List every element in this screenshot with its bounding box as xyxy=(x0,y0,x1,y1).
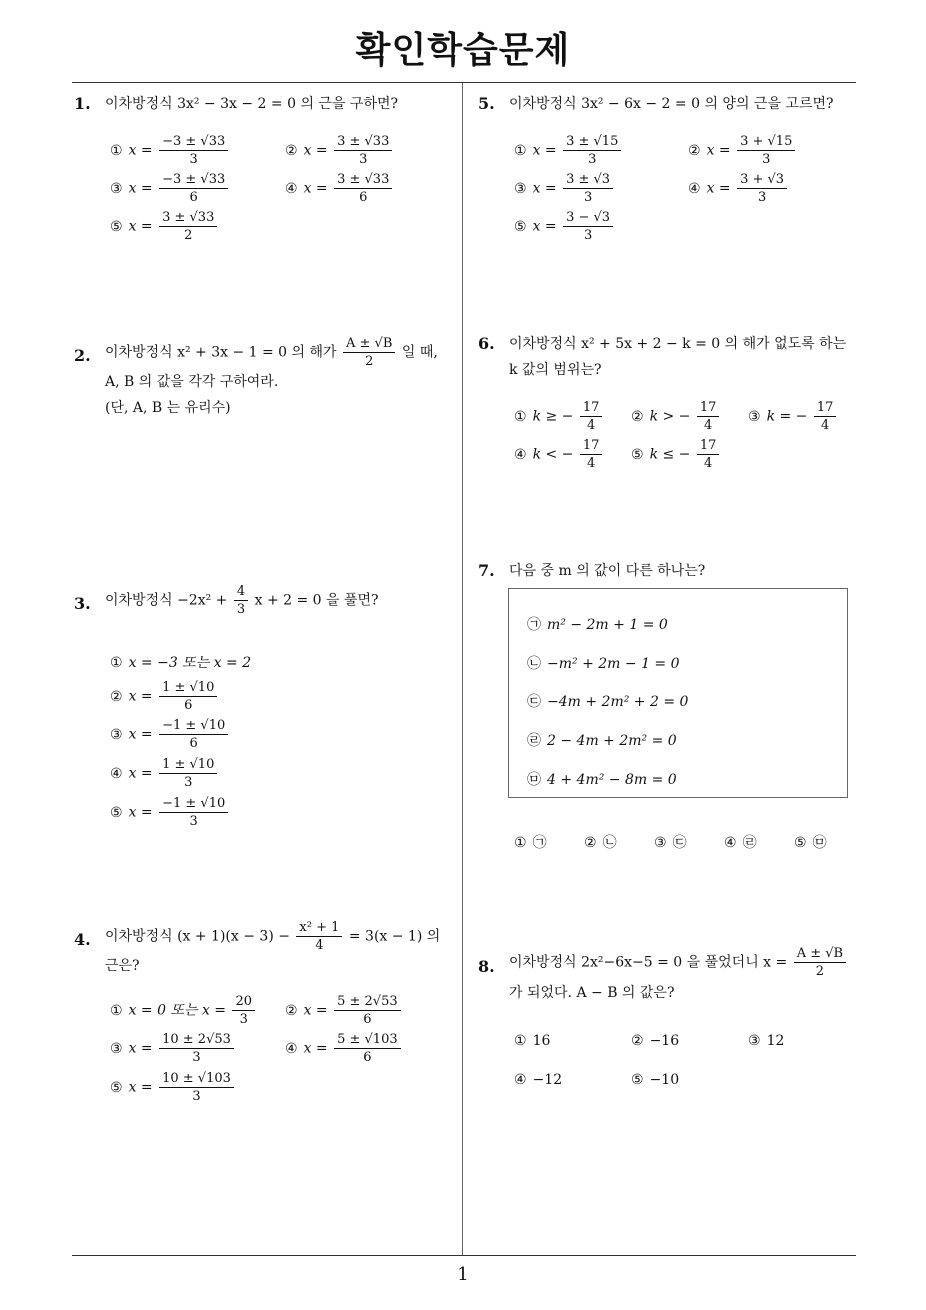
problem-number: 2. xyxy=(74,346,91,365)
denominator: 4 xyxy=(704,456,713,471)
choice-mark: ④ xyxy=(110,765,123,782)
numerator: 3 ± √33 xyxy=(159,210,217,227)
choice-mark: ④ xyxy=(514,1072,527,1088)
choice-mark: ② xyxy=(110,688,123,705)
option-box xyxy=(508,588,848,798)
choice-mark: ③ xyxy=(748,408,761,425)
choice-mark: ④ xyxy=(688,180,701,197)
choice-mark: ③ xyxy=(110,180,123,197)
choice-lhs: x = xyxy=(128,218,153,235)
numerator: 17 xyxy=(580,400,603,417)
numerator: 3 + √3 xyxy=(737,172,787,189)
denominator: 6 xyxy=(189,190,198,205)
stem-fraction xyxy=(296,920,342,953)
choice-mark: ① xyxy=(110,1002,123,1019)
choice-mark: ③ xyxy=(654,835,667,851)
box-item xyxy=(527,614,668,634)
numerator: 17 xyxy=(697,438,720,455)
numerator: 20 xyxy=(232,994,255,1011)
choice-2[interactable] xyxy=(285,134,394,167)
numerator: 3 ± √33 xyxy=(334,134,392,151)
choice-text: ㉠ xyxy=(532,835,547,851)
choice-2[interactable] xyxy=(285,994,403,1027)
choice-mark: ③ xyxy=(514,180,527,197)
choice-mark: ② xyxy=(285,1002,298,1019)
choice-1[interactable] xyxy=(110,134,230,167)
problem-number: 7. xyxy=(478,561,495,580)
numerator: 10 ± 2√53 xyxy=(159,1032,234,1049)
item-equation: −m² + 2m − 1 = 0 xyxy=(547,656,680,672)
choice-mark: ② xyxy=(631,408,644,425)
choice-mark: ④ xyxy=(514,446,527,463)
choice-text: x = −3 또는 x = 2 xyxy=(128,655,252,671)
choice-fraction xyxy=(580,438,603,471)
choice-text: ㉡ xyxy=(602,835,617,851)
choice-fraction xyxy=(737,172,787,205)
denominator: 6 xyxy=(184,698,193,713)
choice-mark: ⑤ xyxy=(631,1072,644,1088)
numerator: 5 ± 2√53 xyxy=(334,994,401,1011)
numerator: A ± √B xyxy=(794,946,846,963)
choice-5[interactable] xyxy=(110,210,219,243)
stem-fraction xyxy=(343,336,395,369)
choice-lhs: k < − xyxy=(532,446,574,463)
problem-number: 6. xyxy=(478,334,495,353)
denominator: 3 xyxy=(588,152,597,167)
choice-3[interactable] xyxy=(110,1032,236,1065)
item-equation: −4m + 2m² + 2 = 0 xyxy=(547,694,689,710)
choice-mark: ④ xyxy=(285,1040,298,1057)
choice-text: ㉢ xyxy=(672,835,687,851)
choice-fraction xyxy=(159,796,228,829)
choice-lhs: x = xyxy=(128,804,153,821)
problem-stem xyxy=(509,946,848,979)
choice-text: ㉤ xyxy=(812,835,827,851)
choice-fraction xyxy=(334,172,392,205)
numerator: 3 − √3 xyxy=(563,210,613,227)
choice-3[interactable] xyxy=(654,832,687,852)
choice-3[interactable] xyxy=(110,172,230,205)
choice-text: −16 xyxy=(649,1033,680,1049)
problem-number: 1. xyxy=(74,94,91,113)
choice-lhs: x = xyxy=(303,1040,328,1057)
numerator: 17 xyxy=(697,400,720,417)
item-mark: ㉡ xyxy=(527,656,541,672)
choice-2[interactable] xyxy=(584,832,617,852)
choice-lhs: x = xyxy=(128,180,153,197)
choice-mark: ⑤ xyxy=(110,804,123,821)
choice-lhs: x = xyxy=(532,180,557,197)
choice-4[interactable] xyxy=(514,438,604,471)
denominator: 3 xyxy=(583,190,593,205)
choice-mark: ③ xyxy=(110,1040,123,1057)
problem-stem: 이차방정식 3x² − 6x − 2 = 0 의 양의 근을 고르면? xyxy=(509,96,834,112)
problem-stem: 이차방정식 3x² − 3x − 2 = 0 의 근을 구하면? xyxy=(105,96,398,112)
choice-lhs: x = xyxy=(303,1002,328,1019)
choice-fraction xyxy=(159,757,217,790)
choice-mark: ① xyxy=(514,408,527,425)
item-equation: 2 − 4m + 2m² = 0 xyxy=(547,733,677,749)
problem-stem-line: 가 되었다. A − B 의 값은? xyxy=(509,985,675,1001)
denominator: 3 xyxy=(189,814,198,829)
problem-stem: 이차방정식 x² + 5x + 2 − k = 0 의 해가 없도록 하는 xyxy=(509,336,847,352)
numerator: 3 ± √15 xyxy=(563,134,621,151)
choice-fraction xyxy=(159,134,228,167)
problem-number: 5. xyxy=(478,94,495,113)
problem-stem: 다음 중 m 의 값이 다른 하나는? xyxy=(509,563,706,579)
denominator: 6 xyxy=(363,1050,372,1065)
numerator: 3 ± √3 xyxy=(563,172,613,189)
choice-fraction xyxy=(159,1032,234,1065)
choice-mark: ⑤ xyxy=(794,835,807,851)
choice-mark: ② xyxy=(688,142,701,159)
problem-stem xyxy=(105,584,379,617)
numerator: 4 xyxy=(234,584,248,601)
denominator: 4 xyxy=(587,418,596,433)
stem-fraction xyxy=(794,946,846,979)
numerator: 10 ± √103 xyxy=(159,1071,234,1088)
choice-1[interactable] xyxy=(110,994,257,1027)
denominator: 3 xyxy=(239,1012,248,1027)
choice-mark: ② xyxy=(584,835,597,851)
choice-fraction xyxy=(159,680,217,713)
stem-text: 이차방정식 x² + 3x − 1 = 0 의 해가 xyxy=(105,344,337,361)
problem-stem xyxy=(105,920,440,953)
numerator: 3 + √15 xyxy=(737,134,795,151)
box-item xyxy=(527,691,688,711)
choice-fraction xyxy=(159,172,228,205)
numerator: −3 ± √33 xyxy=(159,172,228,189)
problem-number: 4. xyxy=(74,930,91,949)
choice-lhs: x = xyxy=(706,142,731,159)
item-equation: 4 + 4m² − 8m = 0 xyxy=(547,772,677,788)
column-divider xyxy=(462,83,463,1255)
choice-mark: ⑤ xyxy=(631,446,644,463)
choice-5[interactable] xyxy=(794,832,827,852)
item-mark: ㉢ xyxy=(527,694,541,710)
choice-1[interactable] xyxy=(110,652,251,672)
choice-mark: ① xyxy=(514,142,527,159)
choice-lhs: x = xyxy=(532,142,557,159)
page-title: 확인학습문제 xyxy=(355,30,571,71)
numerator: 3 ± √33 xyxy=(334,172,392,189)
choice-5[interactable] xyxy=(110,1071,236,1104)
choice-fraction xyxy=(697,438,720,471)
choice-fraction xyxy=(334,994,401,1027)
problem-stem-line: 근은? xyxy=(105,958,140,974)
choice-3[interactable] xyxy=(514,172,615,205)
choice-1[interactable] xyxy=(514,1033,550,1049)
choice-mark: ① xyxy=(110,655,123,671)
choice-fraction xyxy=(334,134,392,167)
choice-2[interactable] xyxy=(631,400,721,433)
choice-4[interactable] xyxy=(514,1072,562,1088)
choice-mark: ① xyxy=(514,835,527,851)
denominator: 3 xyxy=(192,1089,201,1104)
choice-fraction xyxy=(814,400,837,433)
box-item xyxy=(527,730,677,750)
choice-lhs: x = xyxy=(128,1079,153,1096)
numerator: −1 ± √10 xyxy=(159,796,228,813)
choice-lhs: x = xyxy=(128,142,153,159)
choice-3[interactable] xyxy=(110,718,230,751)
choice-mark: ② xyxy=(631,1033,644,1049)
denominator: 2 xyxy=(365,354,374,369)
choice-5[interactable] xyxy=(514,210,615,243)
choice-lhs: x = xyxy=(128,688,153,705)
numerator: −3 ± √33 xyxy=(159,134,228,151)
denominator: 6 xyxy=(363,1012,372,1027)
choice-fraction xyxy=(159,210,217,243)
denominator: 4 xyxy=(704,418,713,433)
choice-text: ㉣ xyxy=(742,835,757,851)
choice-mark: ⑤ xyxy=(110,1079,123,1096)
box-item xyxy=(527,653,680,673)
choice-lhs: k ≤ − xyxy=(649,446,691,463)
denominator: 2 xyxy=(815,964,825,979)
choice-mark: ② xyxy=(285,142,298,159)
choice-lhs: k = − xyxy=(766,408,808,425)
choice-1[interactable] xyxy=(514,832,547,852)
choice-1[interactable] xyxy=(514,134,623,167)
numerator: 1 ± √10 xyxy=(159,757,217,774)
choice-fraction xyxy=(697,400,720,433)
choice-3[interactable] xyxy=(748,400,838,433)
choice-4[interactable] xyxy=(688,172,789,205)
numerator: 17 xyxy=(814,400,837,417)
choice-fraction xyxy=(334,1032,401,1065)
stem-text: 이차방정식 (x + 1)(x − 3) − xyxy=(105,928,290,945)
stem-text: x + 2 = 0 을 풀면? xyxy=(254,592,379,609)
choice-2[interactable] xyxy=(631,1033,679,1049)
problem-stem xyxy=(105,336,438,369)
choice-5[interactable] xyxy=(631,438,721,471)
choice-lhs: x = xyxy=(706,180,731,197)
denominator: 3 xyxy=(236,602,246,617)
choice-mark: ① xyxy=(110,142,123,159)
choice-fraction xyxy=(563,172,613,205)
numerator: 5 ± √103 xyxy=(334,1032,401,1049)
denominator: 4 xyxy=(587,456,596,471)
choice-4[interactable] xyxy=(110,757,219,790)
choice-text: −10 xyxy=(649,1072,680,1088)
denominator: 3 xyxy=(184,775,193,790)
choice-mark: ④ xyxy=(724,835,737,851)
problem-stem-line: k 값의 범위는? xyxy=(509,362,602,378)
item-mark: ㉠ xyxy=(527,617,541,633)
denominator: 6 xyxy=(359,190,368,205)
denominator: 3 xyxy=(762,152,771,167)
stem-text: = 3(x − 1) 의 xyxy=(348,928,441,945)
item-mark: ㉤ xyxy=(527,772,541,788)
choice-4[interactable] xyxy=(724,832,757,852)
choice-lhs: x = xyxy=(128,1040,153,1057)
choice-text: −12 xyxy=(532,1072,563,1088)
choice-text: 12 xyxy=(766,1033,785,1049)
denominator: 4 xyxy=(315,938,324,953)
choice-lhs: x = xyxy=(128,726,153,743)
problem-number: 8. xyxy=(478,957,495,976)
denominator: 3 xyxy=(583,228,593,243)
stem-text: 이차방정식 −2x² + xyxy=(105,592,228,609)
problem-condition: (단, A, B 는 유리수) xyxy=(105,400,231,416)
choice-text: x = 0 또는 x = xyxy=(128,1002,227,1019)
choice-fraction xyxy=(232,994,255,1027)
item-equation: m² − 2m + 1 = 0 xyxy=(547,617,668,633)
choice-lhs: x = xyxy=(532,218,557,235)
choice-lhs: x = xyxy=(303,142,328,159)
stem-text: 일 때, xyxy=(401,344,438,361)
choice-lhs: k ≥ − xyxy=(532,408,574,425)
numerator: 17 xyxy=(580,438,603,455)
choice-fraction xyxy=(563,210,613,243)
choice-fraction xyxy=(159,1071,234,1104)
choice-2[interactable] xyxy=(110,680,219,713)
choice-lhs: x = xyxy=(128,765,153,782)
choice-1[interactable] xyxy=(514,400,604,433)
stem-text: 이차방정식 2x²−6x−5 = 0 을 풀었더니 x = xyxy=(509,954,788,971)
stem-fraction xyxy=(234,584,248,617)
choice-fraction xyxy=(159,718,228,751)
choice-mark: ⑤ xyxy=(514,218,527,235)
numerator: A ± √B xyxy=(343,336,395,353)
choice-mark: ① xyxy=(514,1033,527,1049)
problem-number: 3. xyxy=(74,594,91,613)
item-mark: ㉣ xyxy=(527,733,541,749)
page-number: 1 xyxy=(457,1264,469,1285)
numerator: x² + 1 xyxy=(296,920,342,937)
choice-5[interactable] xyxy=(631,1072,679,1088)
choice-fraction xyxy=(737,134,795,167)
choice-mark: ③ xyxy=(110,726,123,743)
denominator: 3 xyxy=(757,190,767,205)
denominator: 3 xyxy=(189,152,198,167)
denominator: 2 xyxy=(184,228,193,243)
choice-mark: ⑤ xyxy=(110,218,123,235)
denominator: 6 xyxy=(189,736,198,751)
header-rule xyxy=(72,82,856,83)
choice-4[interactable] xyxy=(285,172,394,205)
choice-3[interactable] xyxy=(748,1033,784,1049)
choice-mark: ④ xyxy=(285,180,298,197)
choice-fraction xyxy=(580,400,603,433)
choice-lhs: k > − xyxy=(649,408,691,425)
choice-4[interactable] xyxy=(285,1032,403,1065)
choice-2[interactable] xyxy=(688,134,797,167)
footer-rule xyxy=(72,1255,856,1256)
choice-text: 16 xyxy=(532,1033,551,1049)
denominator: 3 xyxy=(192,1050,201,1065)
problem-stem-line: A, B 의 값을 각각 구하여라. xyxy=(105,374,279,390)
choice-5[interactable] xyxy=(110,796,230,829)
numerator: −1 ± √10 xyxy=(159,718,228,735)
denominator: 3 xyxy=(359,152,368,167)
choice-mark: ③ xyxy=(748,1033,761,1049)
choice-fraction xyxy=(563,134,621,167)
choice-lhs: x = xyxy=(303,180,328,197)
numerator: 1 ± √10 xyxy=(159,680,217,697)
box-item xyxy=(527,769,677,789)
denominator: 4 xyxy=(821,418,830,433)
